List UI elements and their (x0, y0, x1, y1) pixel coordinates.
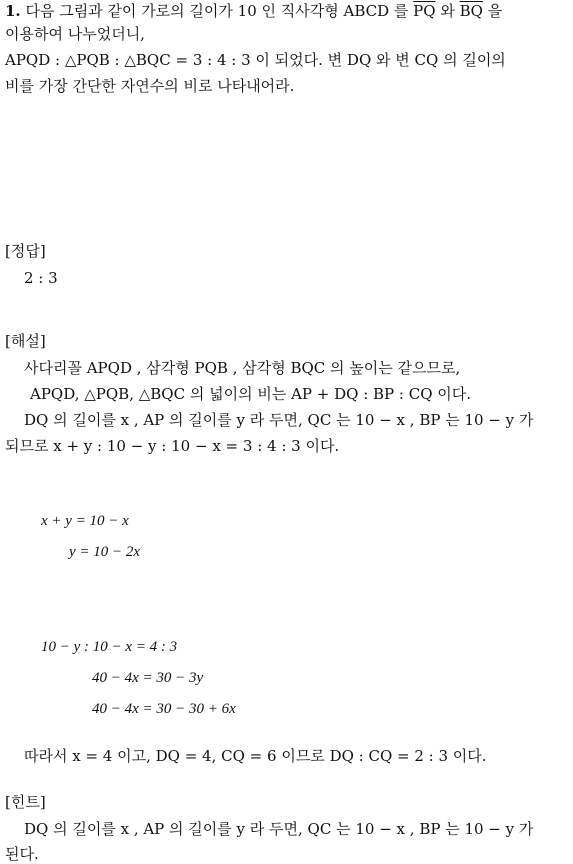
equation-2b: 40 − 4x = 30 − 3y (92, 670, 204, 686)
segment-pq: $\overline{PQ}$ (413, 2, 436, 20)
problem-line-1 (5, 1, 502, 21)
problem-line-2: 이용하여 나누었더니, (5, 25, 145, 43)
problem-line-4: 비를 가장 간단한 자연수의 비로 나타내어라. (5, 77, 295, 95)
equation-1a: x + y = 10 − x (41, 513, 129, 529)
answer-value: 2 : 3 (24, 269, 58, 287)
explanation-heading: [해설] (5, 332, 46, 350)
equation-2a: 10 − y : 10 − x = 4 : 3 (41, 639, 178, 655)
hint-line-2: 된다. (5, 845, 39, 863)
hint-line-1: DQ 의 길이를 x , AP 의 길이를 y 라 두면, QC 는 10 − x , BP 는 10 − y 가 (24, 820, 534, 838)
explanation-line-1: 사다리꼴 APQD , 삼각형 PQB , 삼각형 BQC 의 높이는 같으므로, (24, 359, 461, 377)
problem-text-1b: 와 (435, 2, 460, 20)
hint-heading: [힌트] (5, 793, 46, 811)
problem-text-1c: 을 (482, 2, 503, 20)
problem-line-3: APQD : △PQB : △BQC = 3 : 4 : 3 이 되었다. 변 DQ 와 변 CQ 의 길이의 (5, 51, 506, 69)
explanation-line-3: DQ 의 길이를 x , AP 의 길이를 y 라 두면, QC 는 10 − x , BP 는 10 − y 가 (24, 411, 534, 429)
problem-text-1a: 다음 그림과 같이 가로의 길이가 10 인 직사각형 ABCD 를 (25, 2, 414, 20)
answer-heading: [정답] (5, 242, 46, 260)
equation-1b: y = 10 − 2x (69, 544, 141, 560)
explanation-line-4: 되므로 x + y : 10 − y : 10 − x = 3 : 4 : 3 이다. (5, 437, 340, 455)
explanation-conclusion: 따라서 x = 4 이고, DQ = 4, CQ = 6 이므로 DQ : CQ = 2 : 3 이다. (24, 747, 487, 765)
problem-number: 1. (5, 2, 21, 20)
equation-2c: 40 − 4x = 30 − 30 + 6x (92, 701, 236, 717)
explanation-line-2: APQD, △PQB, △BQC 의 넓이의 비는 AP + DQ : BP : CQ 이다. (30, 385, 472, 403)
segment-bq: $\overline{BQ}$ (459, 2, 483, 20)
